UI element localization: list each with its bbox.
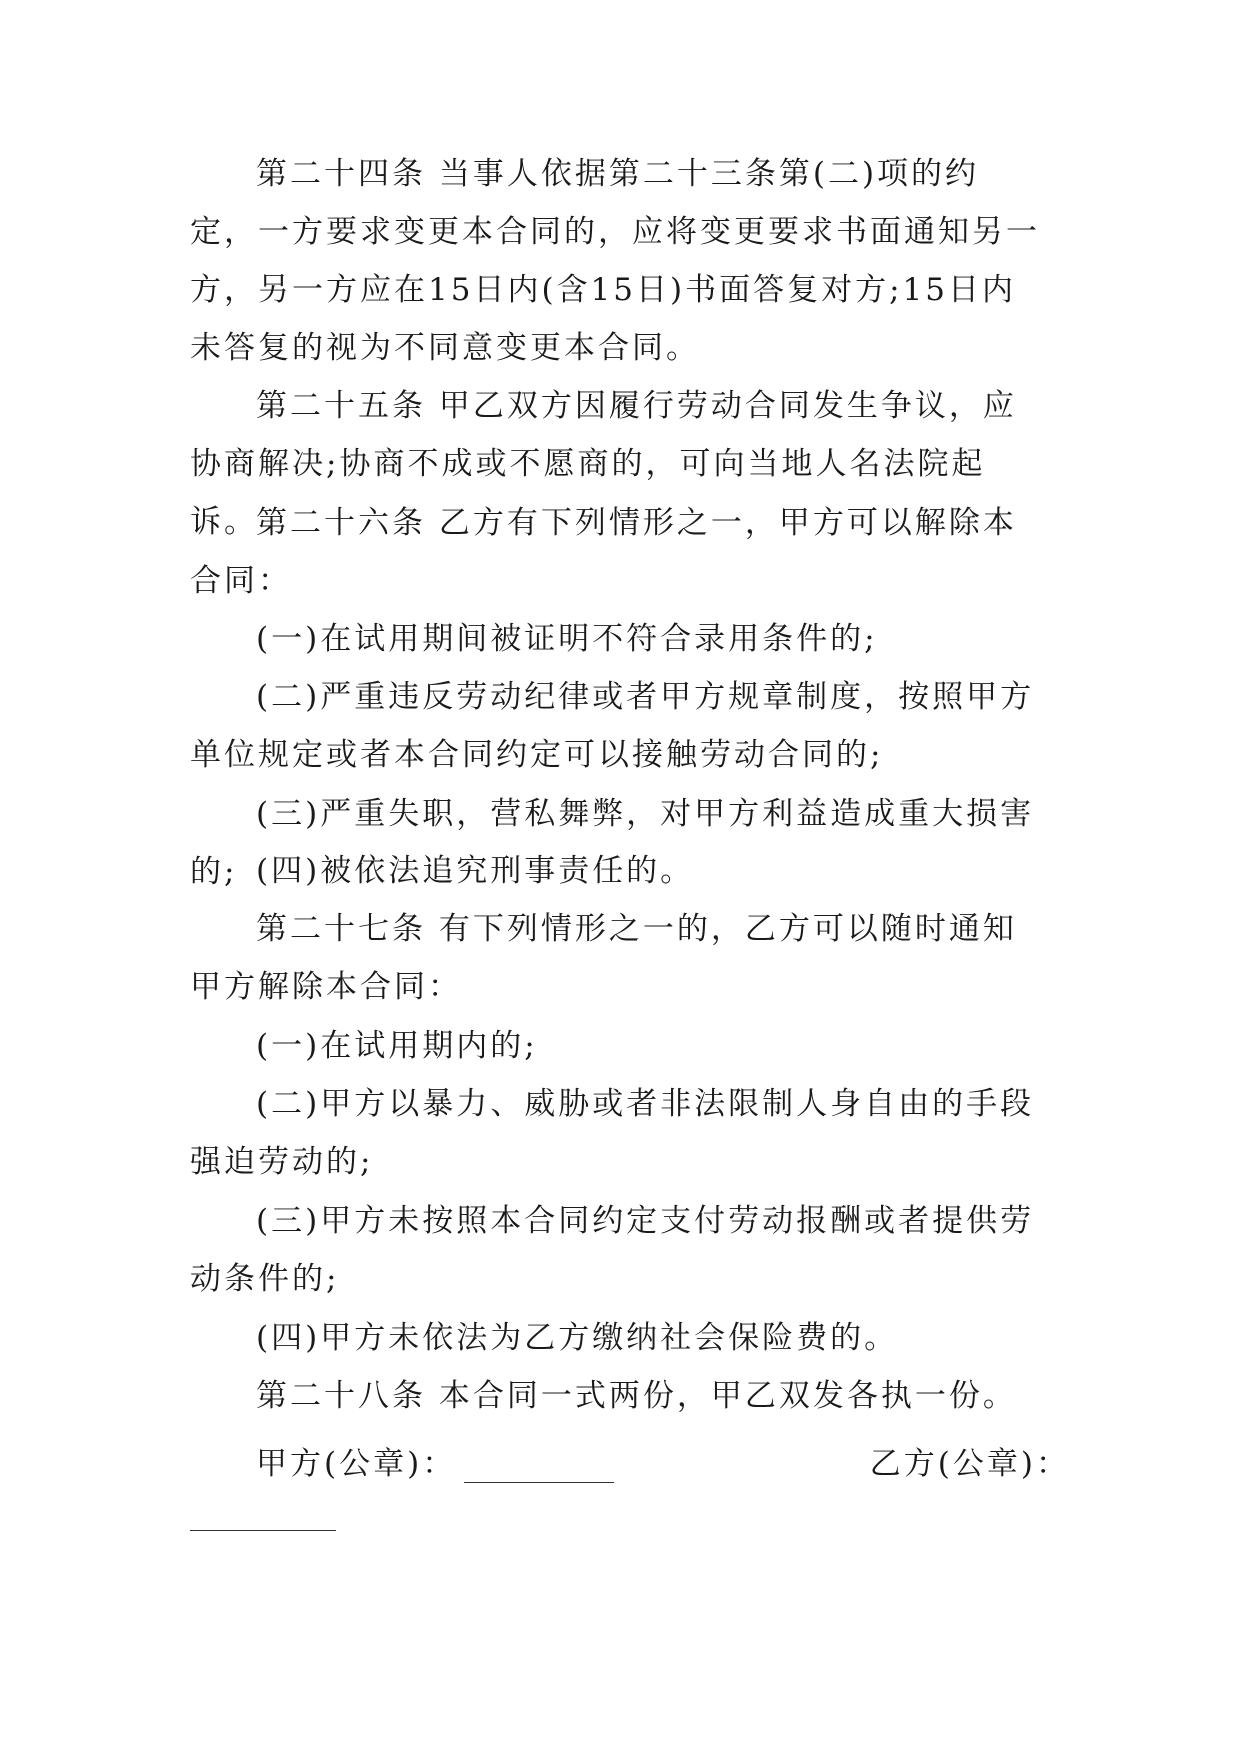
article-27-item-3: (三)甲方未按照本合同约定支付劳动报酬或者提供劳动条件的; — [190, 1203, 1035, 1297]
article-28: 第二十八条 本合同一式两份，甲乙双发各执一份。 — [256, 1378, 1017, 1414]
article-27-item-4: (四)甲方未依法为乙方缴纳社会保险费的。 — [256, 1320, 899, 1356]
article-25: 第二十五条 甲乙双方因履行劳动合同发生争议，应协商解决;协商不成或不愿商的，可向当地人名法院起诉。 — [190, 388, 1017, 540]
article-27-item-1: (一)在试用期内的; — [256, 1028, 538, 1064]
article-27: 第二十七条 有下列情形之一的，乙方可以随时通知甲方解除本合同： — [190, 911, 1017, 1005]
article-26-item-4: (四)被依法追究刑事责任的。 — [256, 853, 695, 889]
party-a-signature — [256, 1435, 614, 1493]
party-a-label: 甲方(公章)： — [256, 1446, 457, 1482]
article-26: 第二十六条 乙方有下列情形之一，甲方可以解除本合同： — [190, 505, 1017, 599]
article-24: 第二十四条 当事人依据第二十三条第(二)项的约定，一方要求变更本合同的，应将变更要求书面通知另一方，另一方应在15日内(含15日)书面答复对方;15日内未答复的视为不同意变更本合同。 — [190, 156, 1040, 366]
article-26-item-2: (二)严重违反劳动纪律或者甲方规章制度，按照甲方单位规定或者本合同约定可以接触劳动合同的; — [190, 679, 1035, 773]
party-b-signature-line — [190, 1530, 336, 1531]
party-b-label: 乙方(公章)： — [869, 1446, 1070, 1482]
article-27-item-2: (二)甲方以暴力、威胁或者非法限制人身自由的手段强迫劳动的; — [190, 1086, 1035, 1180]
party-a-signature-line — [464, 1448, 614, 1483]
article-26-item-3: (三)严重失职，营私舞弊，对甲方利益造成重大损害的; — [190, 796, 1035, 890]
party-b-signature — [870, 1435, 1070, 1493]
article-26-item-1: (一)在试用期间被证明不符合录用条件的; — [256, 621, 878, 657]
